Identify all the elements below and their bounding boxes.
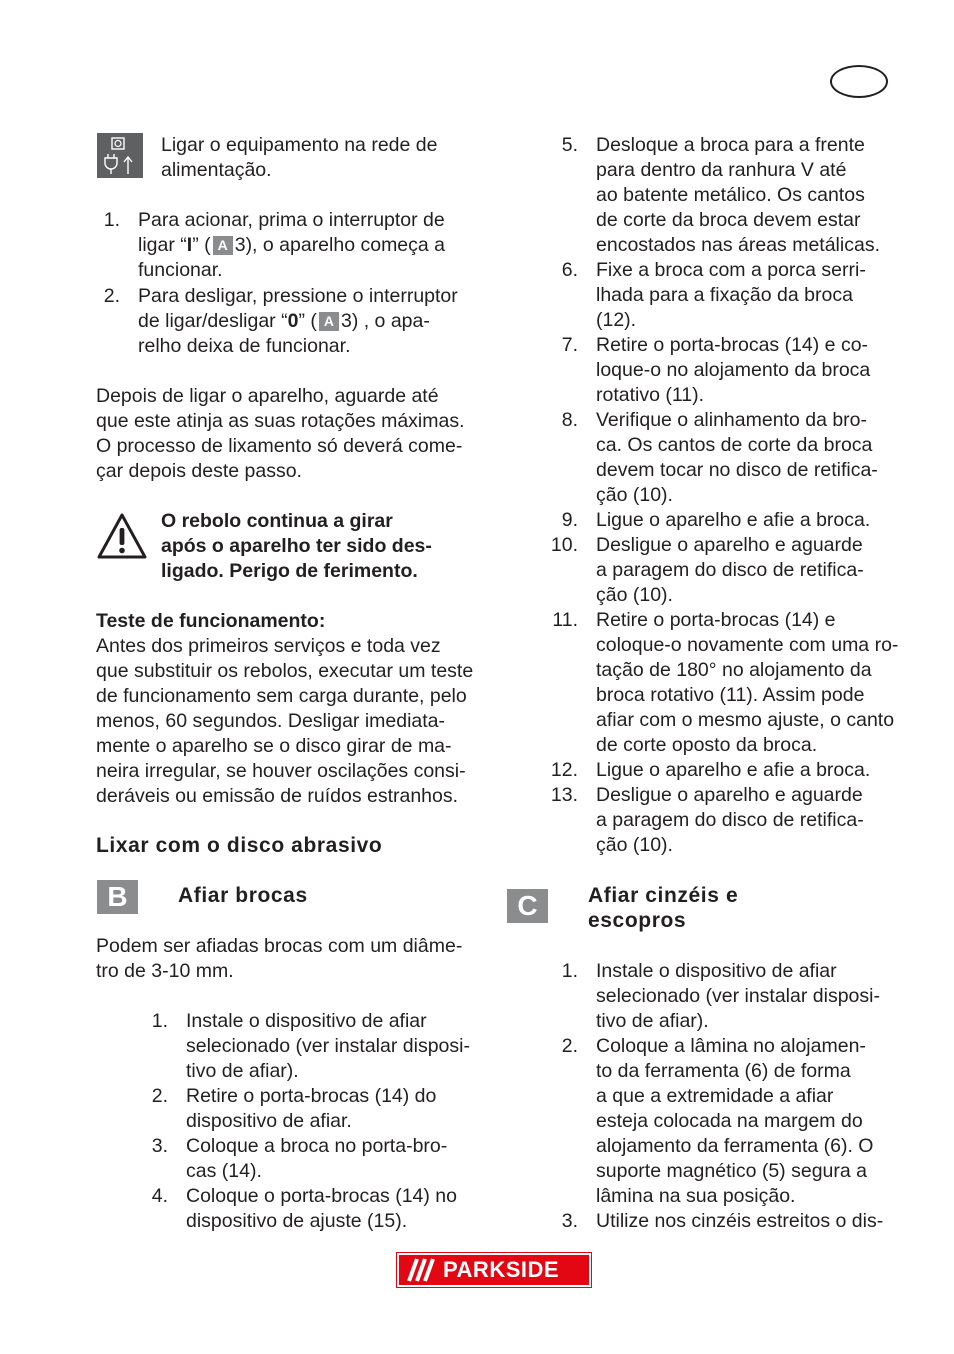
step-text: coloque-o novamente com uma ro- <box>596 634 899 656</box>
step-text: Fixe a broca com a porca serri- <box>596 259 866 281</box>
test-line: neira irregular, se houver oscilações consi- <box>96 760 466 782</box>
step-text: tação de 180° no alojamento da <box>596 659 872 681</box>
step-number: 1. <box>151 1010 168 1032</box>
step-text: Instale o dispositivo de afiar <box>186 1010 427 1032</box>
step-text: to da ferramenta (6) de forma <box>596 1060 851 1082</box>
step-text: ção (10). <box>596 484 673 506</box>
test-line: Antes dos primeiros serviços e toda vez <box>96 635 441 657</box>
step-text: esteja colocada na margem do <box>596 1110 863 1132</box>
step-text: Retire o porta-brocas (14) e co- <box>596 334 869 356</box>
step-text: a que a extremidade a afiar <box>596 1085 834 1107</box>
step-text: Desloque a broca para a frente <box>596 134 865 156</box>
step-text: Desligue o aparelho e aguarde <box>596 534 863 556</box>
warning-triangle-icon <box>96 512 148 560</box>
power-plug-icon <box>97 133 143 178</box>
warning-text: O rebolo continua a girar <box>161 510 393 532</box>
plug-note-line: Ligar o equipamento na rede de <box>161 134 438 156</box>
step-text: ca. Os cantos de corte da broca <box>596 434 873 456</box>
test-heading: Teste de funcionamento: <box>96 610 326 632</box>
step-text: devem tocar no disco de retifica- <box>596 459 878 481</box>
step-text: de corte da broca devem estar <box>596 209 861 231</box>
step-text: Coloque a broca no porta-bro- <box>186 1135 448 1157</box>
step-number: 1. <box>103 209 120 231</box>
paragraph-line: Depois de ligar o aparelho, aguarde até <box>96 385 439 407</box>
paragraph-line: que este atinja as suas rotações máximas. <box>96 410 465 432</box>
section-c-title: Afiar cinzéis e <box>588 884 739 907</box>
section-b-title: Afiar brocas <box>178 884 308 907</box>
step-text: ção (10). <box>596 584 673 606</box>
step-text: a paragem do disco de retifica- <box>596 809 864 831</box>
step-number: 6. <box>561 259 578 281</box>
test-line: menos, 60 segundos. Desligar imediata- <box>96 710 446 732</box>
step-text: selecionado (ver instalar disposi- <box>186 1035 470 1057</box>
step-number: 2. <box>103 285 120 307</box>
step-text: de corte oposto da broca. <box>596 734 818 756</box>
step-text: ao batente metálico. Os cantos <box>596 184 865 206</box>
step-text: de ligar/desligar “0” ( A 3) , o apa- <box>138 310 430 332</box>
step-text: Retire o porta-brocas (14) e <box>596 609 836 631</box>
step-text: afiar com o mesmo ajuste, o canto <box>596 709 895 731</box>
step-number: 7. <box>561 334 578 356</box>
step-text: Desligue o aparelho e aguarde <box>596 784 863 806</box>
step-text: alojamento da ferramenta (6). O <box>596 1135 874 1157</box>
figure-b-badge: B <box>97 880 138 914</box>
paragraph-line: tro de 3-10 mm. <box>96 960 234 982</box>
step-number: 8. <box>561 409 578 431</box>
step-text: relho deixa de funcionar. <box>138 335 351 357</box>
paragraph-line: O processo de lixamento só deverá come- <box>96 435 463 457</box>
step-text: Coloque o porta-brocas (14) no <box>186 1185 457 1207</box>
language-oval <box>830 65 888 98</box>
step-number: 3. <box>151 1135 168 1157</box>
figure-c-badge: C <box>507 889 548 923</box>
step-text: ligar “I” ( A 3), o aparelho começa a <box>138 234 446 256</box>
step-text: selecionado (ver instalar disposi- <box>596 985 880 1007</box>
step-text: tivo de afiar). <box>596 1010 709 1032</box>
test-line: mente o aparelho se o disco girar de ma- <box>96 735 452 757</box>
section-c-title: escopros <box>588 909 687 932</box>
step-text: lhada para a fixação da broca <box>596 284 853 306</box>
test-line: que substituir os rebolos, executar um teste <box>96 660 474 682</box>
step-number: 3. <box>561 1210 578 1232</box>
step-text: Utilize nos cinzéis estreitos o dis- <box>596 1210 884 1232</box>
step-number: 11. <box>552 609 578 631</box>
step-text: Ligue o aparelho e afie a broca. <box>596 509 871 531</box>
step-number: 1. <box>561 960 578 982</box>
paragraph-line: Podem ser afiadas brocas com um diâme- <box>96 935 463 957</box>
step-text: dispositivo de afiar. <box>186 1110 352 1132</box>
step-text: Para desligar, pressione o interruptor <box>138 285 458 307</box>
paragraph-line: çar depois deste passo. <box>96 460 302 482</box>
step-text: lâmina na sua posição. <box>596 1185 796 1207</box>
step-text: Instale o dispositivo de afiar <box>596 960 837 982</box>
step-number: 2. <box>561 1035 578 1057</box>
section-heading: Lixar com o disco abrasivo <box>96 834 383 857</box>
step-text: loque-o no alojamento da broca <box>596 359 871 381</box>
step-text: cas (14). <box>186 1160 262 1182</box>
step-text: broca rotativo (11). Assim pode <box>596 684 865 706</box>
step-text: para dentro da ranhura V até <box>596 159 847 181</box>
step-number: 4. <box>151 1185 168 1207</box>
step-number: 5. <box>561 134 578 156</box>
step-text: suporte magnético (5) segura a <box>596 1160 867 1182</box>
step-text: encostados nas áreas metálicas. <box>596 234 880 256</box>
step-text: Ligue o aparelho e afie a broca. <box>596 759 871 781</box>
step-text: ção (10). <box>596 834 673 856</box>
step-text: Retire o porta-brocas (14) do <box>186 1085 437 1107</box>
step-text: dispositivo de ajuste (15). <box>186 1210 408 1232</box>
step-number: 9. <box>561 509 578 531</box>
step-number: 10. <box>550 534 578 556</box>
step-number: 2. <box>151 1085 168 1107</box>
warning-text: após o aparelho ter sido des- <box>161 535 432 557</box>
plug-note-line: alimentação. <box>161 159 272 181</box>
warning-text: ligado. Perigo de ferimento. <box>161 560 418 582</box>
step-text: (12). <box>596 309 637 331</box>
test-line: de funcionamento sem carga durante, pelo <box>96 685 467 707</box>
figure-a-badge: A <box>213 236 233 255</box>
step-text: Verifique o alinhamento da bro- <box>596 409 868 431</box>
step-number: 13. <box>550 784 578 806</box>
step-text: rotativo (11). <box>596 384 705 406</box>
step-text: Coloque a lâmina no alojamen- <box>596 1035 866 1057</box>
step-text: a paragem do disco de retifica- <box>596 559 864 581</box>
step-text: tivo de afiar). <box>186 1060 299 1082</box>
step-text: Para acionar, prima o interruptor de <box>138 209 445 231</box>
figure-a-badge: A <box>319 312 339 331</box>
step-text: funcionar. <box>138 259 223 281</box>
test-line: deráveis ou emissão de ruídos estranhos. <box>96 785 459 807</box>
parkside-logo: PARKSIDE <box>397 1253 591 1287</box>
step-number: 12. <box>550 759 578 781</box>
